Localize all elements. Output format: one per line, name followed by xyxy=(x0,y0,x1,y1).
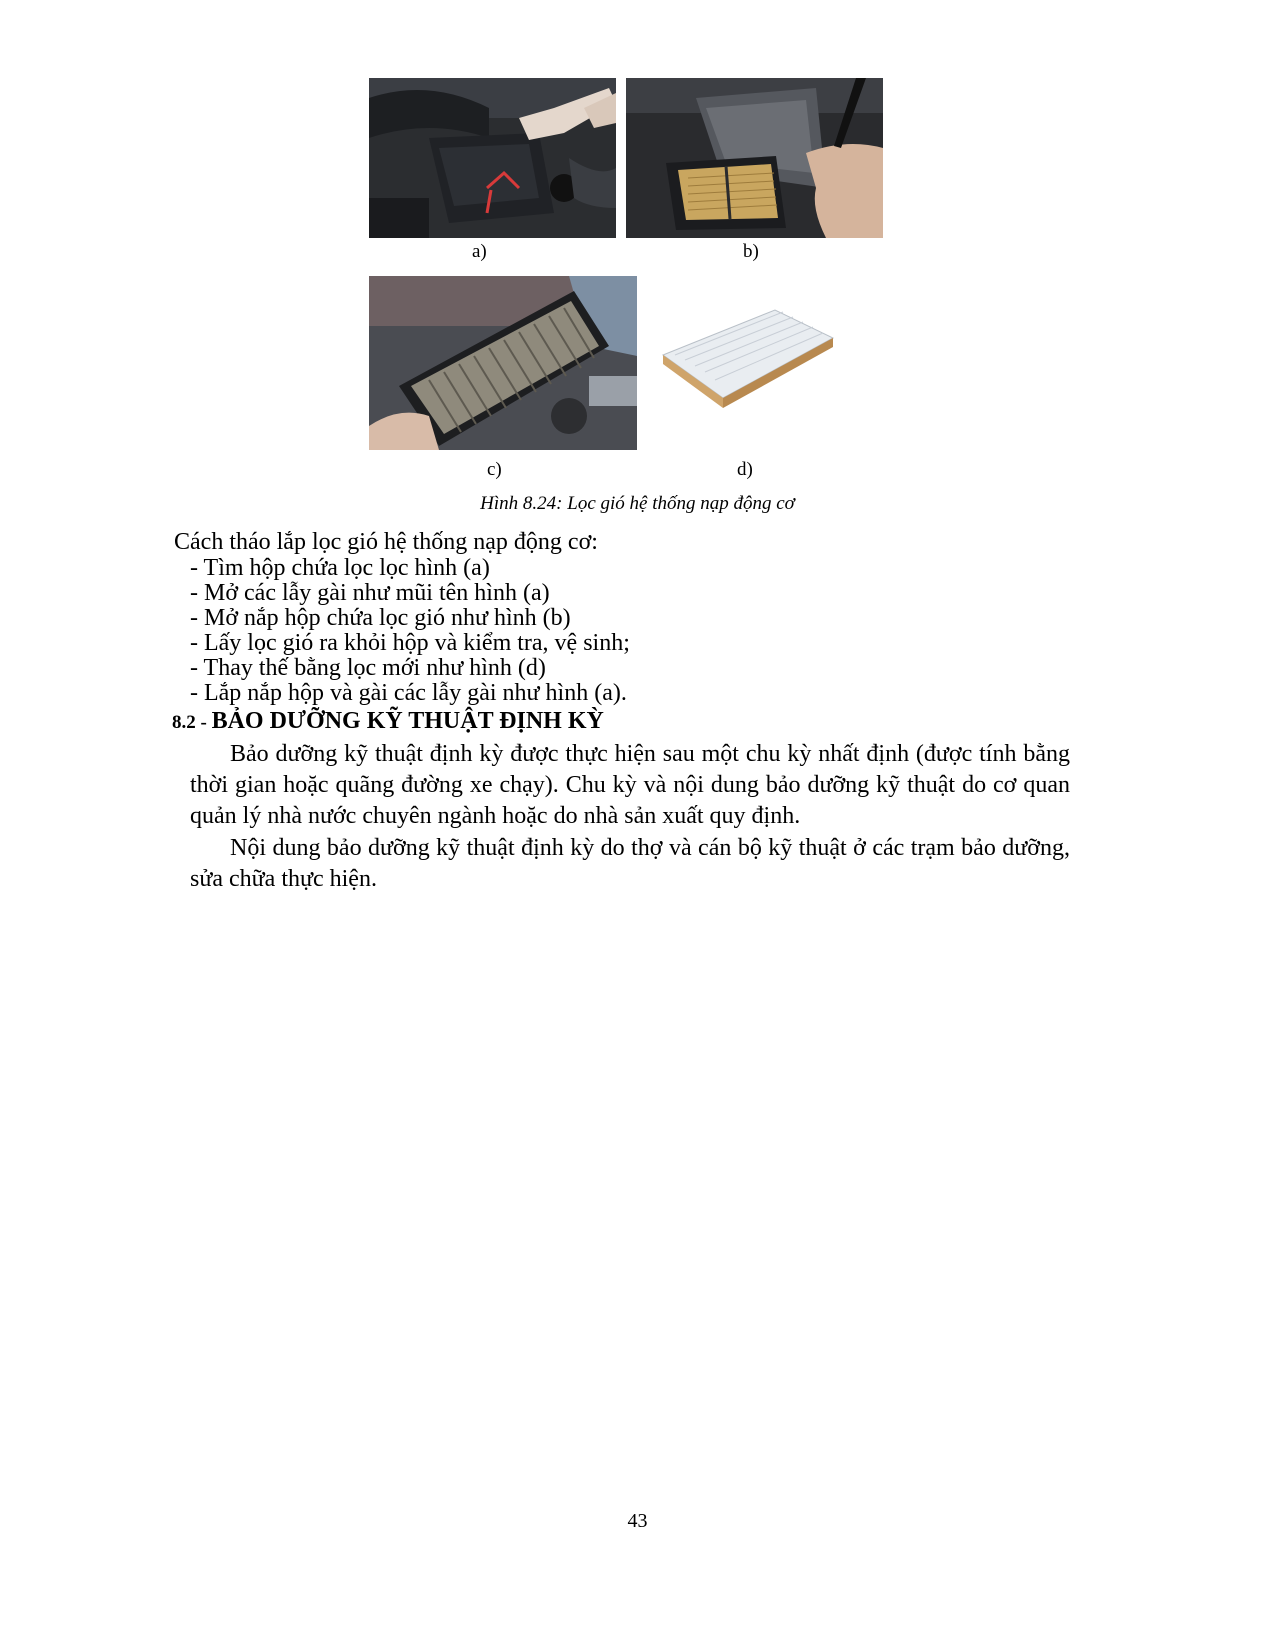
section-paragraph: Nội dung bảo dưỡng kỹ thuật định kỳ do thợ và cán bộ kỹ thuật ở các trạm bảo dưỡng, sửa chữa thực hiện. xyxy=(190,835,1070,892)
section-paragraph: Bảo dưỡng kỹ thuật định kỳ được thực hiện sau một chu kỳ nhất định (được tính bằng thời gian hoặc quãng đường xe chạy). Chu kỳ và nội dung bảo dưỡng kỹ thuật do cơ quan quản lý nhà nước chuyên ngành hoặc do nhà sản xuất quy định. xyxy=(190,741,1070,829)
figure-label-a: a) xyxy=(472,241,487,262)
procedure-step: - Tìm hộp chứa lọc lọc hình (a) xyxy=(190,555,490,581)
procedure-step: - Lắp nắp hộp và gài các lẫy gài như hình (a). xyxy=(190,680,627,706)
figure-caption: Hình 8.24: Lọc gió hệ thống nạp động cơ xyxy=(480,493,795,514)
procedure-intro: Cách tháo lắp lọc gió hệ thống nạp động cơ: xyxy=(174,529,598,555)
procedure-step: - Mở nắp hộp chứa lọc gió như hình (b) xyxy=(190,605,571,631)
photo-a-filter-box xyxy=(369,78,616,238)
procedure-step: - Mở các lẫy gài như mũi tên hình (a) xyxy=(190,580,550,606)
section-separator: - xyxy=(195,712,212,733)
section-heading xyxy=(172,708,604,735)
section-title: BẢO DƯỠNG KỸ THUẬT ĐỊNH KỲ xyxy=(211,708,604,734)
procedure-step: - Thay thế bằng lọc mới như hình (d) xyxy=(190,655,546,681)
figure-label-d: d) xyxy=(737,459,753,480)
photo-c-dirty-filter xyxy=(369,276,637,450)
photo-d-new-filter xyxy=(655,300,840,430)
section-number: 8.2 xyxy=(172,712,196,733)
figure-label-b: b) xyxy=(743,241,759,262)
procedure-steps xyxy=(190,556,630,706)
page-number: 43 xyxy=(627,1510,648,1532)
photo-b-open-box xyxy=(626,78,883,238)
figure-label-c: c) xyxy=(487,459,502,480)
procedure-step: - Lấy lọc gió ra khỏi hộp và kiểm tra, vệ sinh; xyxy=(190,630,630,656)
